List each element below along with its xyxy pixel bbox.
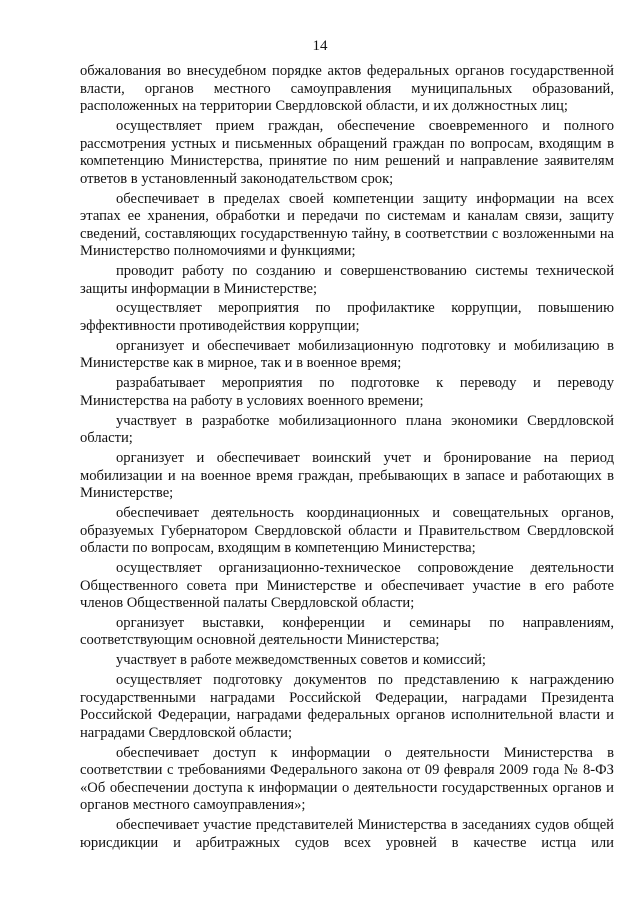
paragraph: разрабатывает мероприятия по подготовке к переводу и переводу Министерства на работу в условиях военного времени; — [80, 375, 614, 409]
paragraph: осуществляет мероприятия по профилактике коррупции, повышению эффективности противодействия коррупции; — [80, 300, 614, 335]
paragraph: организует выставки, конференции и семинары по направлениям, соответствующим основной деятельности Министерства; — [80, 614, 614, 649]
paragraph: обжалования во внесудебном порядке актов федеральных органов государственной власти, органов местного самоуправления муниципальных образований, расположенных на территории Свердловской области, и их должностных лиц; — [80, 63, 614, 115]
paragraph: обеспечивает участие представителей Министерства в заседаниях судов общей юрисдикции и арбитражных судов всех уровней в качестве истца или — [80, 817, 614, 851]
paragraph: осуществляет прием граждан, обеспечение своевременного и полного рассмотрения устных и письменных обращений граждан по вопросам, входящим в компетенцию Министерства, принятие по ним решений и направление заявителям ответов в установленный законодательством срок; — [80, 117, 614, 187]
paragraph: обеспечивает в пределах своей компетенции защиту информации на всех этапах ее хранения, обработки и передачи по системам и каналам связи, защиту сведений, составляющих государственную тайну, в соответствии с возложенными на Министерство полномочиями и функциями; — [80, 190, 614, 260]
page-number: 14 — [312, 38, 328, 54]
paragraph: проводит работу по созданию и совершенствованию системы технической защиты информации в Министерстве; — [80, 263, 614, 297]
paragraph: обеспечивает доступ к информации о деятельности Министерства в соответствии с требованиями Федерального закона от 09 февраля 2009 года № 8-ФЗ «Об обеспечении доступа к информации о деятельности государственных органов и органов местного самоуправления»; — [80, 744, 614, 814]
document-body — [80, 63, 614, 855]
paragraph: организует и обеспечивает мобилизационную подготовку и мобилизацию в Министерстве как в мирное, так и в военное время; — [80, 337, 614, 372]
paragraph: участвует в работе межведомственных советов и комиссий; — [116, 652, 486, 669]
paragraph: организует и обеспечивает воинский учет и бронирование на период мобилизации и на военное время граждан, пребывающих в запасе и работающих в Министерстве; — [80, 449, 614, 502]
paragraph: осуществляет подготовку документов по представлению к награждению государственными наградами Российской Федерации, наградами Президента Российской Федерации, наградами федеральных органов исполнительной власти и наградами Свердловской области; — [80, 672, 614, 741]
paragraph: участвует в разработке мобилизационного плана экономики Свердловской области; — [80, 412, 614, 447]
paragraph: осуществляет организационно-техническое сопровождение деятельности Общественного совета при Министерстве и обеспечивает участие в его работе членов Общественной палаты Свердловской области; — [80, 559, 614, 612]
paragraph: обеспечивает деятельность координационных и совещательных органов, образуемых Губернатором Свердловской области и Правительством Свердловской области по вопросам, входящим в компетенцию Министерства; — [80, 504, 614, 557]
